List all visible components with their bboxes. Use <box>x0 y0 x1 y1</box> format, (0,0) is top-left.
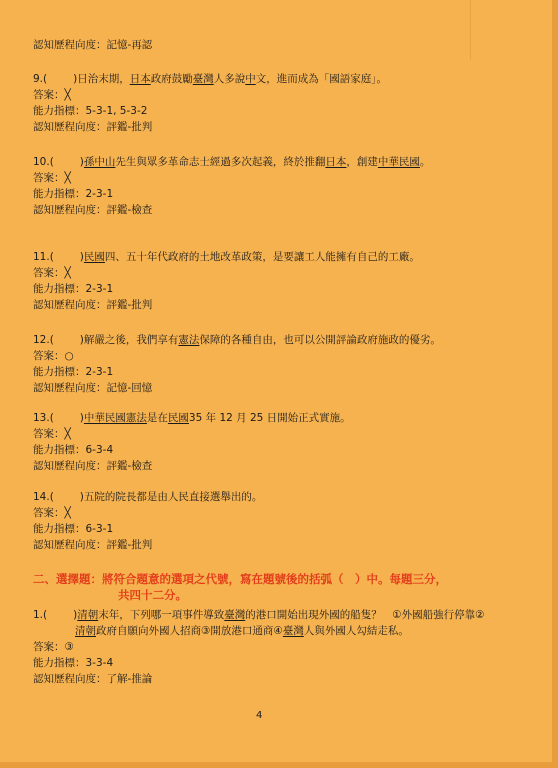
question-text: 人與外國人勾結走私。 <box>303 625 409 637</box>
answer-line: 答案：③ <box>33 641 74 653</box>
question-text: 政府自願向外國人招商③開放港口通商④ <box>96 625 283 637</box>
answer-line: 答案：╳ <box>33 267 71 279</box>
ability-indicator: 能力指標：6-3-4 <box>33 444 114 456</box>
question-text: 日治末期， <box>77 73 130 85</box>
proper-noun: 臺灣 <box>192 73 214 85</box>
cognition-dimension: 認知歷程向度：評鑑-批判 <box>33 299 153 311</box>
question-number: 10.( <box>33 156 54 168</box>
question-text: 是在 <box>146 412 168 424</box>
question-number: 12.( <box>33 334 54 346</box>
question-close-paren: ) <box>79 251 84 263</box>
question-close-paren: ) <box>79 334 84 346</box>
proper-noun: 清朝 <box>77 609 99 621</box>
proper-noun: 日本 <box>325 156 347 168</box>
section-heading-cont: 共四十二分。 <box>118 588 187 602</box>
proper-noun: 民國 <box>167 412 189 424</box>
question-12 <box>33 333 441 347</box>
proper-noun: 中 <box>245 73 256 85</box>
ability-indicator: 能力指標：2-3-1 <box>33 283 114 295</box>
question-close-paren: ) <box>79 156 84 168</box>
proper-noun: 中華民國憲法 <box>83 412 147 424</box>
answer-line: 答案：╳ <box>33 428 71 440</box>
question-number: 11.( <box>33 251 54 263</box>
ability-indicator: 能力指標：2-3-1 <box>33 188 114 200</box>
question-close-paren: ) <box>73 73 78 85</box>
question-text: 。 <box>419 156 431 168</box>
question-text: 解嚴之後，我們享有 <box>83 334 179 346</box>
cognition-dimension: 認知歷程向度：評鑑-檢查 <box>33 460 153 472</box>
cognition-dimension: 認知歷程向度：評鑑-檢查 <box>33 204 153 216</box>
question-text: 文，進而成為「國語家庭」。 <box>255 73 387 85</box>
question-text: 末年，下列哪一項事件導致 <box>98 609 225 621</box>
question-text: 人多說 <box>213 73 246 85</box>
question-text: 四、五十年代政府的土地改革政策，是要讓工人能擁有自己的工廠。 <box>104 251 420 263</box>
question-close-paren: ) <box>79 412 84 424</box>
question-text: 的港口開始出現外國的船隻？ ①外國船強行停靠② <box>245 609 485 621</box>
question-text: 五院的院長都是由人民直接選舉出的。 <box>83 491 263 503</box>
question-text: 政府鼓勵 <box>150 73 193 85</box>
section-heading: 二、選擇題：將符合題意的選項之代號，寫在題號後的括弧（ ）中。每題三分， <box>33 572 447 586</box>
question-number: 9.( <box>33 73 48 85</box>
question-13 <box>33 411 351 425</box>
question-14 <box>33 490 262 504</box>
ability-indicator: 能力指標：3-3-4 <box>33 657 114 669</box>
cognition-dimension: 認知歷程向度：評鑑-批判 <box>33 121 153 133</box>
question-text: 先生與眾多革命志士經過多次起義，終於推翻 <box>115 156 326 168</box>
question-close-paren: ) <box>79 491 84 503</box>
cognition-dimension: 認知歷程向度：評鑑-批判 <box>33 539 153 551</box>
question-number: 1.( <box>33 609 48 621</box>
mc-question-1-cont <box>75 624 409 638</box>
proper-noun: 臺灣 <box>282 625 304 637</box>
question-text: ，創建 <box>346 156 378 168</box>
question-9 <box>33 72 387 86</box>
answer-line: 答案：╳ <box>33 172 71 184</box>
page-edge-right <box>552 0 558 768</box>
answer-line: 答案：○ <box>33 350 74 362</box>
ability-indicator: 能力指標：2-3-1 <box>33 366 114 378</box>
proper-noun: 中華民國 <box>377 156 420 168</box>
page-edge-bottom <box>0 762 558 768</box>
cognition-dimension: 認知歷程向度：記憶-回憶 <box>33 382 153 394</box>
cognition-dimension: 認知歷程向度：了解-推論 <box>33 673 153 685</box>
proper-noun: 民國 <box>83 251 105 263</box>
answer-line: 答案：╳ <box>33 507 71 519</box>
question-text: 保障的各種自由，也可以公開評論政府施政的優劣。 <box>199 334 441 346</box>
ability-indicator: 能力指標：5-3-1, 5-3-2 <box>33 105 148 117</box>
question-number: 14.( <box>33 491 54 503</box>
proper-noun: 日本 <box>129 73 151 85</box>
proper-noun: 清朝 <box>75 625 96 637</box>
question-11 <box>33 250 420 264</box>
question-10 <box>33 155 430 169</box>
proper-noun: 憲法 <box>178 334 200 346</box>
question-text: 35 年 12 月 25 日開始正式實施。 <box>188 412 351 424</box>
ability-indicator: 能力指標：6-3-1 <box>33 523 114 535</box>
page-number: 4 <box>256 710 263 721</box>
mc-question-1 <box>33 608 485 622</box>
top-cognition-line: 認知歷程向度：記憶-再認 <box>33 39 153 51</box>
fold-mark <box>470 0 471 60</box>
answer-line: 答案：╳ <box>33 89 71 101</box>
question-number: 13.( <box>33 412 54 424</box>
proper-noun: 臺灣 <box>224 609 246 621</box>
proper-noun: 孫中山 <box>83 156 116 168</box>
question-close-paren: ) <box>73 609 78 621</box>
